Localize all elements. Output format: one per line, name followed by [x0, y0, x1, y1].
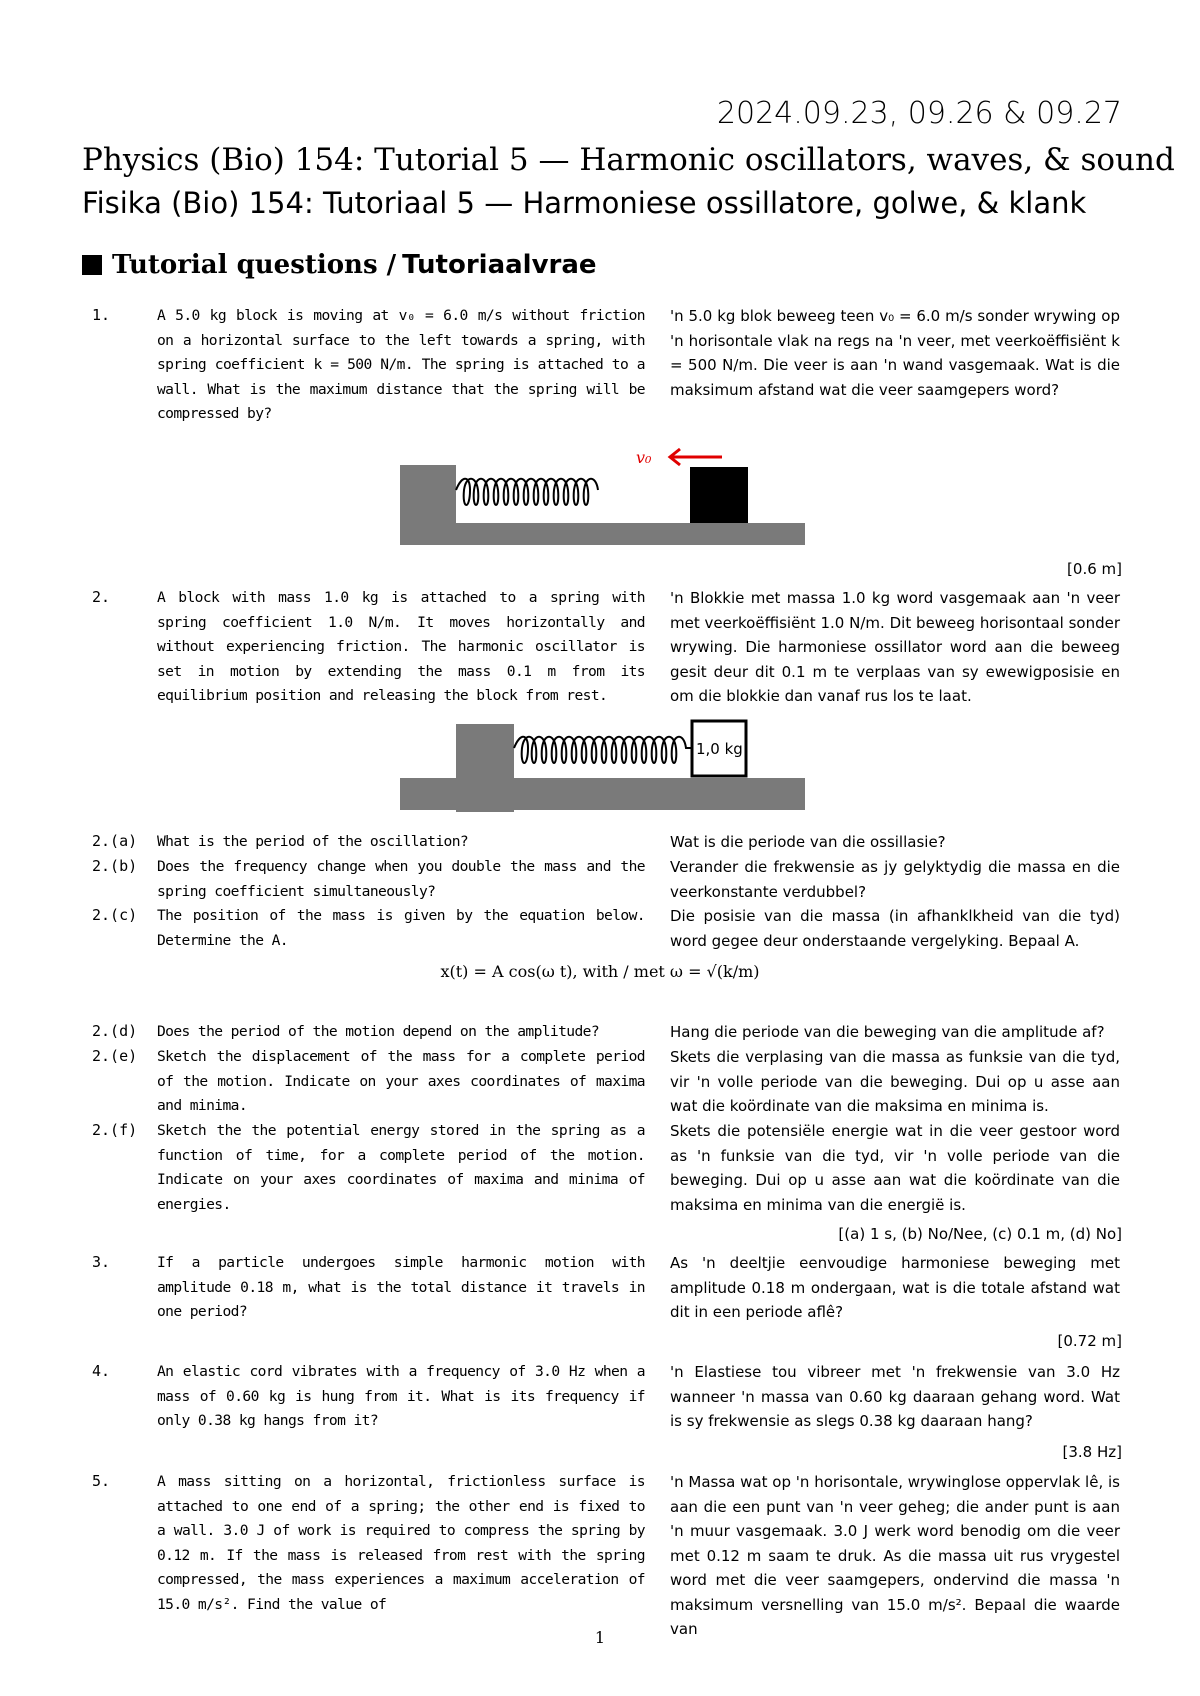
question-text-en: Does the period of the motion depend on the amplitude?: [157, 1023, 600, 1040]
question-text-af: Wat is die periode van die ossillasie?: [670, 833, 946, 851]
velocity-label: v₀: [636, 448, 652, 467]
question-text-en: What is the period of the oscillation?: [157, 833, 469, 850]
section-heading-af: Tutoriaalvrae: [402, 250, 597, 280]
question-text-af: Skets die potensiële energie wat in die veer gestoor word as 'n funksie van die tyd, vir 'n volle periode van die beweging. Dui op u asse aan wat die koördinate van die maksima en minima van die energië is.: [670, 1122, 1120, 1214]
question-text-af: 'n Elastiese tou vibreer met 'n frekwensie van 3.0 Hz wanneer 'n massa van 0.60 kg daaraan gehang word. Wat is sy frekwensie as slegs 0.38 kg daaraan hang?: [670, 1363, 1120, 1430]
question-text-en: Sketch the displacement of the mass for a complete period of the motion. Indicate on your axes coordinates of maxima and minima.: [157, 1048, 645, 1114]
section-square-icon: [82, 255, 102, 275]
spring: [456, 479, 598, 505]
figure-2-spring-block: [400, 718, 810, 813]
question-number: 1.: [92, 306, 111, 324]
block-label: 1,0 kg: [696, 740, 743, 758]
answer-q3: [0.72 m]: [1057, 1332, 1122, 1350]
question-text-en: An elastic cord vibrates with a frequency of 3.0 Hz when a mass of 0.60 kg is hung from it. What is its frequency if only 0.38 kg hangs from it?: [157, 1363, 645, 1429]
section-heading: [82, 250, 597, 280]
equation: x(t) = A cos(ω t), with / met ω = √(k/m): [440, 962, 760, 981]
answer-q4: [3.8 Hz]: [1062, 1443, 1122, 1461]
question-number: 2.(c): [92, 906, 138, 924]
question-number: 3.: [92, 1253, 111, 1271]
block: [690, 467, 748, 523]
answer-q1: [0.6 m]: [1067, 560, 1122, 578]
question-text-af: Hang die periode van die beweging van die amplitude af?: [670, 1023, 1105, 1041]
question-text-af: As 'n deeltjie eenvoudige harmoniese beweging met amplitude 0.18 m ondergaan, wat is die totale afstand wat dit in een periode aflê?: [670, 1254, 1120, 1321]
question-text-af: Verander die frekwensie as jy gelyktydig die massa en die veerkonstante verdubbel?: [670, 858, 1120, 901]
question-text-en: A mass sitting on a horizontal, frictionless surface is attached to one end of a spring; the other end is fixed to a wall. 3.0 J of work is required to compress the spring by 0.12 m. If the mass is released from rest with the spring compressed, the mass experiences a maximum acceleration of 15.0 m/s². Find the value of: [157, 1473, 645, 1613]
question-number: 2.(d): [92, 1022, 138, 1040]
question-text-en: The position of the mass is given by the equation below. Determine the A.: [157, 907, 645, 949]
question-number: 5.: [92, 1472, 111, 1490]
question-text-en: A 5.0 kg block is moving at v₀ = 6.0 m/s without friction on a horizontal surface to the left towards a spring, with spring coefficient k = 500 N/m. The spring is attached to a wall. What is the maximum distance that the spring will be compressed by?: [157, 307, 645, 422]
page-number: 1: [594, 1628, 606, 1647]
question-text-af: Die posisie van die massa (in afhanklkheid van die tyd) word gegee deur onderstaande vergelyking. Bepaal A.: [670, 907, 1120, 950]
question-text-en: A block with mass 1.0 kg is attached to a spring with spring coefficient 1.0 N/m. It moves horizontally and without experiencing friction. The harmonic oscillator is set in motion by extending the mass 0.1 m from its equilibrium position and releasing the block from rest.: [157, 589, 645, 704]
section-heading-en: Tutorial questions /: [112, 250, 397, 280]
title-english: Physics (Bio) 154: Tutorial 5 — Harmonic oscillators, waves, & sound: [82, 142, 1175, 178]
question-number: 2.(f): [92, 1121, 138, 1139]
title-afrikaans: Fisika (Bio) 154: Tutoriaal 5 — Harmoniese ossillatore, golwe, & klank: [82, 186, 1087, 220]
question-number: 2.(e): [92, 1047, 138, 1065]
question-text-af: Skets die verplasing van die massa as funksie van die tyd, vir 'n volle periode van die beweging. Dui op u asse aan wat die koördinate van die maksima en minima is.: [670, 1048, 1120, 1115]
question-text-en: Sketch the the potential energy stored in the spring as a function of time, for a complete period of the motion. Indicate on your axes coordinates of maxima and minima of energies.: [157, 1122, 645, 1213]
question-text-af: 'n 5.0 kg blok beweeg teen v₀ = 6.0 m/s sonder wrywing op 'n horisontale vlak na regs na 'n veer, met veerkoëffisiënt k = 500 N/m. Die veer is aan 'n wand vasgemaak. Wat is die maksimum afstand wat die veer saamgepers word?: [670, 307, 1120, 399]
question-number: 2.(b): [92, 857, 138, 875]
answer-q2: [(a) 1 s, (b) No/Nee, (c) 0.1 m, (d) No]: [838, 1225, 1122, 1243]
question-number: 2.: [92, 588, 111, 606]
figure-1-spring-block: [400, 445, 810, 545]
question-text-en: Does the frequency change when you double the mass and the spring coefficient simultaneously?: [157, 858, 645, 900]
floor: [400, 523, 805, 545]
question-number: 2.(a): [92, 832, 138, 850]
floor: [400, 778, 805, 810]
question-text-af: 'n Massa wat op 'n horisontale, wrywinglose oppervlak lê, is aan die een punt van 'n veer geheg; die ander punt is aan 'n muur vasgemaak. 3.0 J werk word benodig om die veer met 0.12 m saam te druk. As die massa uit rus vrygestel word met die veer saamgepers, ondervind die massa 'n maksimum versnelling van 15.0 m/s². Bepaal die waarde van: [670, 1473, 1120, 1638]
question-text-en: If a particle undergoes simple harmonic motion with amplitude 0.18 m, what is the total distance it travels in one period?: [157, 1254, 645, 1320]
date: 2024.09.23, 09.26 & 09.27: [716, 96, 1122, 131]
question-text-af: 'n Blokkie met massa 1.0 kg word vasgemaak aan 'n veer met veerkoëffisiënt 1.0 N/m. Dit beweeg horisontaal sonder wrywing. Die harmoniese ossillator word aan die beweeg gesit deur dit 0.1 m te verplaas van sy ewewigposisie en om die blokkie dan vanaf rus los te laat.: [670, 589, 1120, 705]
question-number: 4.: [92, 1362, 111, 1380]
